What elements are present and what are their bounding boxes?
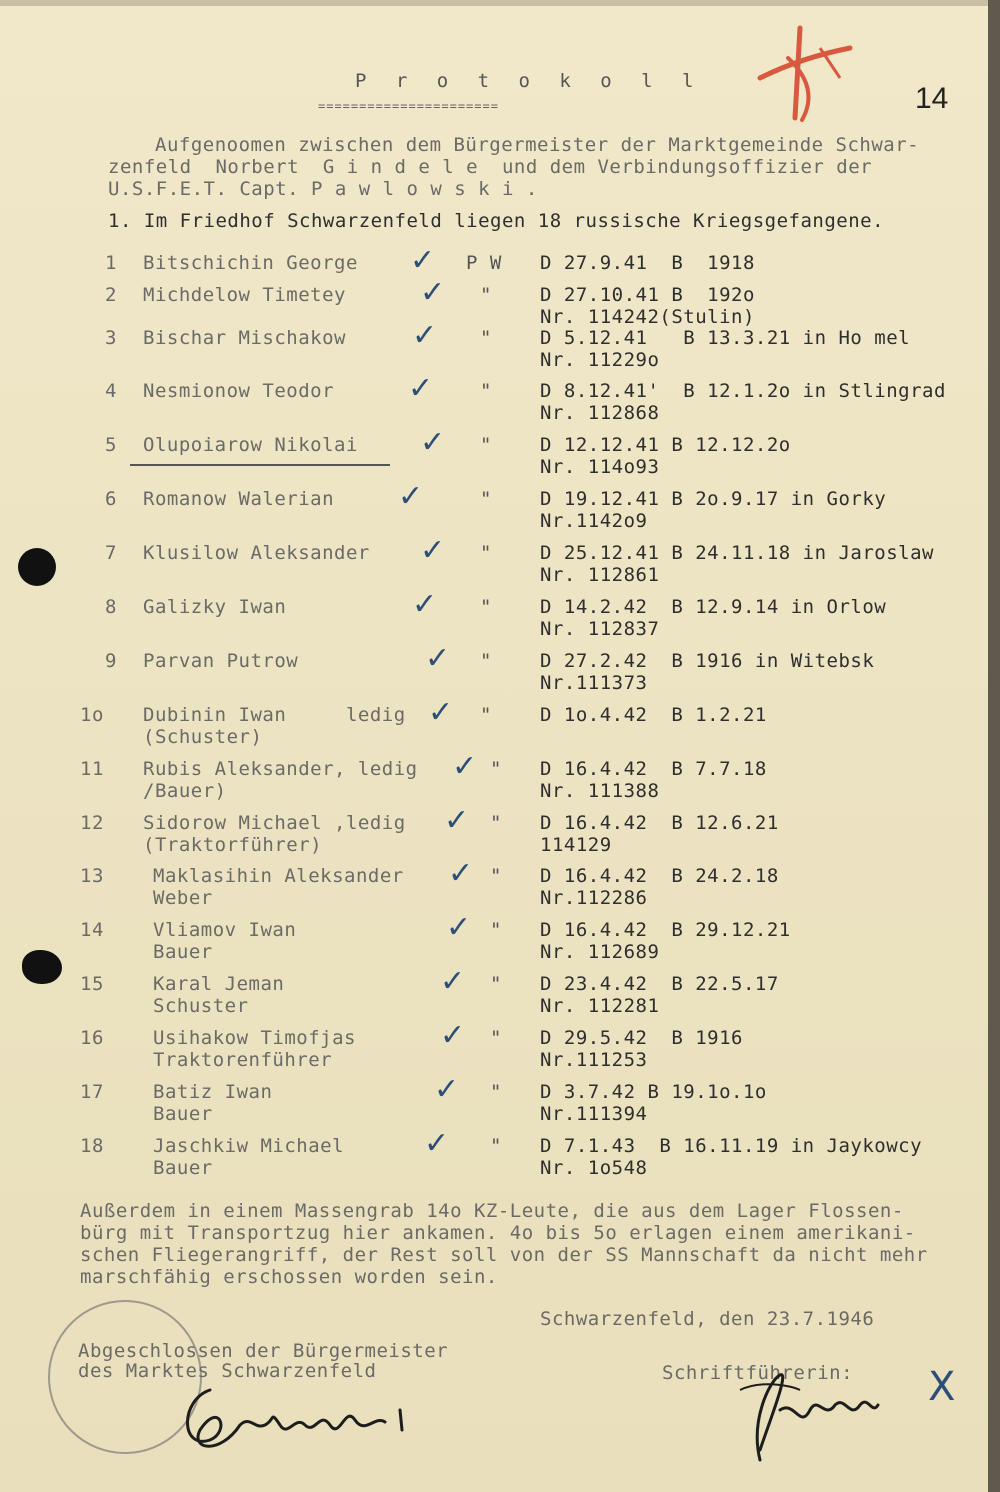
ditto-mark: " xyxy=(490,973,502,995)
entry-number-id: Nr.111394 xyxy=(540,1103,648,1125)
entry-number-id: Nr. 1o548 xyxy=(540,1157,648,1179)
entry-number: 6 xyxy=(105,488,117,510)
entry-dates: D 16.4.42 B 12.6.21 xyxy=(540,812,779,834)
checkmark-icon: ✓ xyxy=(420,275,446,310)
ditto-mark: " xyxy=(490,1027,502,1049)
entry-number: 14 xyxy=(80,919,104,941)
top-edge xyxy=(0,0,1000,6)
entry-number-id: Nr. 111388 xyxy=(540,780,660,802)
entry-number: 1 xyxy=(105,252,117,274)
entry-dates: D 29.5.42 B 1916 xyxy=(540,1027,743,1049)
entry-dates: D 16.4.42 B 24.2.18 xyxy=(540,865,779,887)
right-edge xyxy=(988,0,1000,1492)
closing-line-1: Abgeschlossen der Bürgermeister xyxy=(78,1340,449,1362)
entry-dates: D 16.4.42 B 29.12.21 xyxy=(540,919,791,941)
entry-occupation: /Bauer) xyxy=(143,780,227,802)
entry-dates: D 7.1.43 B 16.11.19 in Jaykowcy xyxy=(540,1135,923,1157)
entry-occupation: (Traktorführer) xyxy=(143,834,323,856)
entry-number: 8 xyxy=(105,596,117,618)
entry-number: 11 xyxy=(80,758,104,780)
statement: 1. Im Friedhof Schwarzenfeld liegen 18 russische Kriegsgefangene. xyxy=(108,210,885,232)
entry-number-id: Nr. 112837 xyxy=(540,618,660,640)
entry-number-id: Nr. 112281 xyxy=(540,995,660,1017)
entry-number-id: Nr.112286 xyxy=(540,887,648,909)
entry-number: 3 xyxy=(105,327,117,349)
entry-number-id: 114129 xyxy=(540,834,612,856)
signature-secretary xyxy=(700,1360,900,1470)
checkmark-icon: ✓ xyxy=(412,318,438,353)
ditto-mark: " xyxy=(490,865,502,887)
entry-number: 16 xyxy=(80,1027,104,1049)
entry-number-id: Nr. 112868 xyxy=(540,402,660,424)
checkmark-icon: ✓ xyxy=(408,371,434,406)
checkmark-icon: ✓ xyxy=(434,1072,460,1107)
entry-name: Rubis Aleksander, ledig xyxy=(143,758,418,780)
entry-dates: D 19.12.41 B 2o.9.17 in Gorky xyxy=(540,488,887,510)
entry-occupation: Weber xyxy=(153,887,213,909)
entry-occupation: Bauer xyxy=(153,1157,213,1179)
entry-number-id: Nr. 114o93 xyxy=(540,456,660,478)
entry-dates: D 3.7.42 B 19.1o.1o xyxy=(540,1081,767,1103)
ditto-mark: " xyxy=(480,704,492,726)
x-mark: X xyxy=(928,1364,956,1410)
ditto-mark: " xyxy=(490,1081,502,1103)
entry-dates: D 27.10.41 B 192o xyxy=(540,284,755,306)
pw-header: P W xyxy=(466,252,502,274)
entry-number: 2 xyxy=(105,284,117,306)
entry-number: 15 xyxy=(80,973,104,995)
ditto-mark: " xyxy=(480,327,492,349)
ditto-mark: " xyxy=(490,812,502,834)
checkmark-icon: ✓ xyxy=(440,964,466,999)
entry-name: Batiz Iwan xyxy=(153,1081,273,1103)
intro-line-1: Aufgenoomen zwischen dem Bürgermeister der Marktgemeinde Schwar- xyxy=(155,134,920,156)
entry-dates: D 25.12.41 B 24.11.18 in Jaroslaw xyxy=(540,542,934,564)
entry-number: 7 xyxy=(105,542,117,564)
entry-occupation: Schuster xyxy=(153,995,249,1017)
checkmark-icon: ✓ xyxy=(420,533,446,568)
document-title: P r o t o k o l l xyxy=(355,70,703,92)
ditto-mark: " xyxy=(490,1135,502,1157)
entry-number-id: Nr. 112861 xyxy=(540,564,660,586)
closing-line-2: des Marktes Schwarzenfeld xyxy=(78,1360,377,1382)
intro-line-3: U.S.F.E.T. Capt. P a w l o w s k i . xyxy=(108,178,538,200)
entry-name: Karal Jeman xyxy=(153,973,285,995)
footer-line-2: bürg mit Transportzug hier ankamen. 4o bis 5o erlagen einem amerikani- xyxy=(80,1222,916,1244)
entry-occupation: Bauer xyxy=(153,1103,213,1125)
entry-number: 12 xyxy=(80,812,104,834)
checkmark-icon: ✓ xyxy=(440,1018,466,1053)
entry-name: Maklasihin Aleksander xyxy=(153,865,404,887)
entry-5-underline xyxy=(130,464,390,466)
entry-name: Michdelow Timetey xyxy=(143,284,346,306)
entry-number: 4 xyxy=(105,380,117,402)
entry-number: 13 xyxy=(80,865,104,887)
entry-name: Klusilow Aleksander xyxy=(143,542,370,564)
ditto-mark: " xyxy=(480,284,492,306)
checkmark-icon: ✓ xyxy=(452,749,478,784)
ditto-mark: " xyxy=(490,758,502,780)
entry-name: Bischar Mischakow xyxy=(143,327,346,349)
punch-hole-bottom xyxy=(22,950,62,984)
entry-name: Parvan Putrow xyxy=(143,650,299,672)
entry-number: 18 xyxy=(80,1135,104,1157)
entry-number: 1o xyxy=(80,704,104,726)
entry-name: Sidorow Michael ,ledig xyxy=(143,812,406,834)
red-pencil-mark xyxy=(740,18,880,128)
entry-name: Galizky Iwan xyxy=(143,596,287,618)
entry-name: Nesmionow Teodor xyxy=(143,380,335,402)
place-date: Schwarzenfeld, den 23.7.1946 xyxy=(540,1308,875,1330)
entry-number-id: Nr. 114242(Stulin) xyxy=(540,306,755,328)
entry-number-id: Nr. 112689 xyxy=(540,941,660,963)
entry-name: Usihakow Timofjas xyxy=(153,1027,356,1049)
entry-dates: D 8.12.41' B 12.1.2o in Stlingrad xyxy=(540,380,946,402)
checkmark-icon: ✓ xyxy=(446,910,472,945)
entry-dates: D 27.9.41 B 1918 xyxy=(540,252,755,274)
title-underline: ====================== xyxy=(318,99,499,113)
checkmark-icon: ✓ xyxy=(398,479,424,514)
footer-line-4: marschfähig erschossen worden sein. xyxy=(80,1266,498,1288)
entry-dates: D 27.2.42 B 1916 in Witebsk xyxy=(540,650,875,672)
footer-line-3: schen Fliegerangriff, der Rest soll von der SS Mannschaft da nicht mehr xyxy=(80,1244,928,1266)
entry-dates: D 23.4.42 B 22.5.17 xyxy=(540,973,779,995)
page-number: 14 xyxy=(915,82,949,115)
entry-number: 5 xyxy=(105,434,117,456)
checkmark-icon: ✓ xyxy=(420,425,446,460)
ditto-mark: " xyxy=(480,380,492,402)
ditto-mark: " xyxy=(480,434,492,456)
ditto-mark: " xyxy=(480,542,492,564)
entry-number-id: Nr.111373 xyxy=(540,672,648,694)
signature-mayor xyxy=(170,1370,450,1460)
entry-occupation: Bauer xyxy=(153,941,213,963)
entry-occupation: Traktorenführer xyxy=(153,1049,333,1071)
ditto-mark: " xyxy=(480,488,492,510)
footer-line-1: Außerdem in einem Massengrab 14o KZ-Leute, die aus dem Lager Flossen- xyxy=(80,1200,904,1222)
checkmark-icon: ✓ xyxy=(448,856,474,891)
entry-number-id: Nr.1142o9 xyxy=(540,510,648,532)
checkmark-icon: ✓ xyxy=(410,243,436,278)
checkmark-icon: ✓ xyxy=(444,803,470,838)
secretary-label: Schriftführerin: xyxy=(662,1362,854,1384)
entry-name: Dubinin Iwan ledig xyxy=(143,704,406,726)
entry-number-id: Nr. 11229o xyxy=(540,349,660,371)
entry-name: Jaschkiw Michael xyxy=(153,1135,345,1157)
checkmark-icon: ✓ xyxy=(425,641,451,676)
checkmark-icon: ✓ xyxy=(412,587,438,622)
entry-occupation: (Schuster) xyxy=(143,726,263,748)
ditto-mark: " xyxy=(480,650,492,672)
entry-number: 17 xyxy=(80,1081,104,1103)
punch-hole-top xyxy=(18,548,56,586)
checkmark-icon: ✓ xyxy=(424,1126,450,1161)
entry-dates: D 1o.4.42 B 1.2.21 xyxy=(540,704,767,726)
entry-name: Vliamov Iwan xyxy=(153,919,297,941)
entry-name: Bitschichin George xyxy=(143,252,358,274)
ditto-mark: " xyxy=(490,919,502,941)
ditto-mark: " xyxy=(480,596,492,618)
entry-number-id: Nr.111253 xyxy=(540,1049,648,1071)
intro-line-2: zenfeld Norbert G i n d e l e und dem Verbindungsoffizier der xyxy=(108,156,873,178)
entry-dates: D 5.12.41 B 13.3.21 in Ho mel xyxy=(540,327,911,349)
entry-dates: D 16.4.42 B 7.7.18 xyxy=(540,758,767,780)
entry-name: Romanow Walerian xyxy=(143,488,335,510)
entry-name: Olupoiarow Nikolai xyxy=(143,434,358,456)
entry-dates: D 14.2.42 B 12.9.14 in Orlow xyxy=(540,596,887,618)
entry-number: 9 xyxy=(105,650,117,672)
checkmark-icon: ✓ xyxy=(428,695,454,730)
entry-dates: D 12.12.41 B 12.12.2o xyxy=(540,434,791,456)
